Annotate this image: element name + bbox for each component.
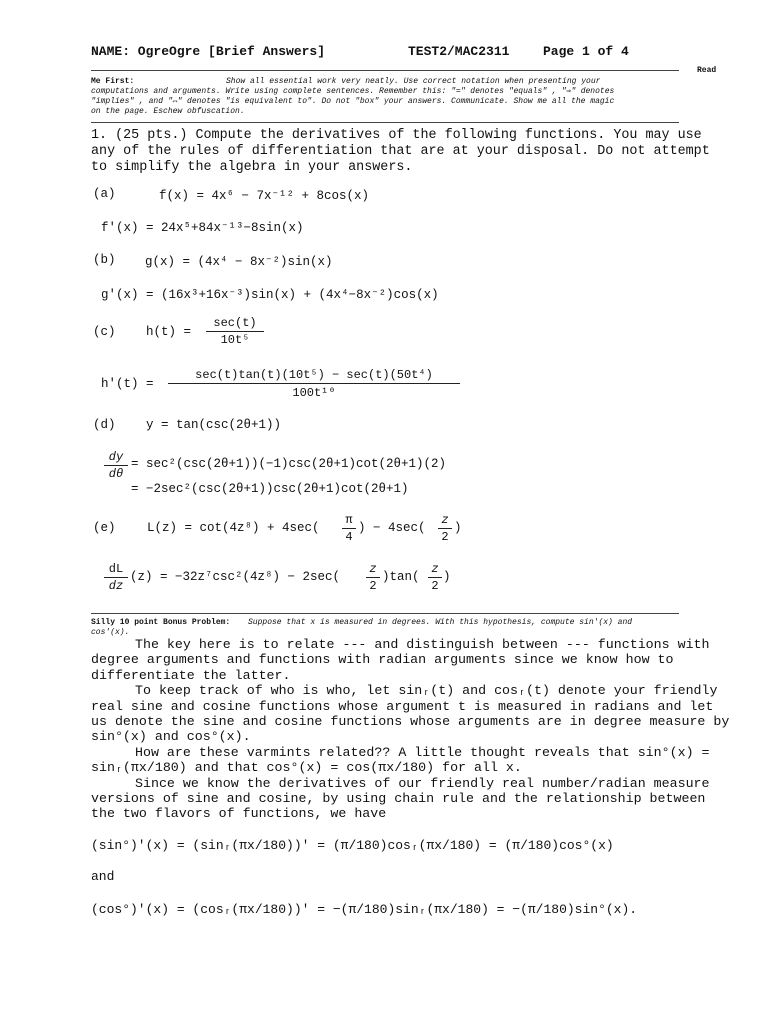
part-e-pi: π bbox=[345, 513, 353, 527]
part-a-label: (a) bbox=[93, 187, 116, 201]
part-e-label: (e) bbox=[93, 521, 116, 535]
part-b-label: (b) bbox=[93, 253, 116, 267]
bonus-rule bbox=[91, 613, 679, 614]
part-e-deriv-z-over-2-b bbox=[428, 562, 442, 593]
part-d-dy-dtheta bbox=[104, 450, 128, 481]
part-e-z-over-2 bbox=[438, 513, 452, 544]
part-d-derivative-line-2: = −2sec²(csc(2θ+1))csc(2θ+1)cot(2θ+1) bbox=[131, 482, 409, 496]
bonus-paragraph-4: Since we know the derivatives of our friendly real number/radian measure versions of sine and cosine, by using chain rule and the relationship between the two flavors of functions, we have bbox=[91, 775, 710, 822]
part-e-derivative-c: ) bbox=[443, 570, 451, 584]
bonus-paragraph-2: To keep track of who is who, let sinᵣ(t) and cosᵣ(t) denote your friendly real sine and cosine functions whose argument t is measured in radians and let us denote the sine and cosine functions whose arguments are in degree measure by sin°(x) and cos°(x). bbox=[91, 683, 730, 745]
part-c-deriv-lhs: h′(t) = bbox=[101, 377, 154, 391]
student-name: NAME: OgreOgre [Brief Answers] bbox=[91, 44, 326, 59]
bonus-title: Silly 10 point Bonus Problem: bbox=[91, 618, 231, 627]
part-e-deriv-two-a: 2 bbox=[369, 579, 377, 593]
part-e-deriv-two-b: 2 bbox=[431, 579, 439, 593]
read-label: Read bbox=[697, 66, 717, 75]
part-c-label: (c) bbox=[93, 325, 116, 339]
bonus-paragraph-1: The key here is to relate --- and distinguish between --- functions with degree arguments and functions with radian arguments since we know how to differentiate the latter. bbox=[91, 637, 710, 683]
bonus-equation-cos: (cos°)′(x) = (cosᵣ(πx/180))′ = −(π/180)sinᵣ(πx/180) = −(π/180)sin°(x). bbox=[91, 902, 638, 917]
part-c-derivative-fraction bbox=[168, 368, 460, 400]
part-d-derivative-line-1: = sec²(csc(2θ+1))(−1)csc(2θ+1)cot(2θ+1)(2) bbox=[131, 457, 447, 471]
part-e-derivative-a: (z) = −32z⁷csc²(4z⁸) − 2sec( bbox=[130, 570, 341, 584]
part-e-z: z bbox=[441, 513, 449, 527]
instructions-rule bbox=[91, 122, 679, 123]
part-e-dL: dL bbox=[108, 562, 124, 576]
part-e-deriv-z-a: z bbox=[369, 562, 377, 576]
part-c-deriv-denominator: 100t¹⁰ bbox=[292, 386, 336, 400]
part-c-denominator: 10t⁵ bbox=[220, 333, 250, 347]
test-id: TEST2/MAC2311 bbox=[408, 44, 510, 59]
part-e-dL-dz bbox=[104, 562, 128, 593]
part-d-label: (d) bbox=[93, 418, 116, 432]
instructions-line-1: Show all essential work very neatly. Use correct notation when presenting your bbox=[226, 77, 601, 86]
bonus-and: and bbox=[91, 869, 115, 884]
part-e-deriv-z-b: z bbox=[431, 562, 439, 576]
instructions-line-4: on the page. Eschew obfuscation. bbox=[91, 107, 245, 116]
part-d-function: y = tan(csc(2θ+1)) bbox=[146, 418, 282, 432]
bonus-equation-sin: (sin°)′(x) = (sinᵣ(πx/180))′ = (π/180)cosᵣ(πx/180) = (π/180)cos°(x) bbox=[91, 838, 614, 853]
page-number: Page 1 of 4 bbox=[543, 44, 629, 59]
part-b-derivative: g′(x) = (16x³+16x⁻³)sin(x) + (4x⁴−8x⁻²)cos(x) bbox=[101, 288, 439, 302]
instructions-line-2: computations and arguments. Write using complete sentences. Remember this: "=" denotes "equals" , "⇒" denotes bbox=[91, 87, 615, 96]
part-d-dy: dy bbox=[108, 450, 124, 464]
part-e-derivative-b: )tan( bbox=[382, 570, 420, 584]
instructions-line-3: "implies" , and "⇔" denotes "is equivalent to". Do not "box" your answers. Communicate. Show me all the magic bbox=[91, 97, 615, 106]
part-e-deriv-z-over-2-a bbox=[366, 562, 380, 593]
part-e-pi-over-4 bbox=[342, 513, 356, 544]
part-e-four: 4 bbox=[345, 530, 353, 544]
part-e-function-c: ) bbox=[454, 521, 462, 535]
problem-1-statement: 1. (25 pts.) Compute the derivatives of the following functions. You may use any of the rules of differentiation that are at your disposal. Do not attempt to simplify the algebra in your answers. bbox=[91, 128, 710, 175]
part-a-function: f(x) = 4x⁶ − 7x⁻¹² + 8cos(x) bbox=[159, 189, 370, 203]
header-rule bbox=[91, 70, 679, 71]
part-e-function-b: ) − 4sec( bbox=[358, 521, 426, 535]
bonus-paragraph-3: How are these varmints related?? A little thought reveals that sin°(x) = sinᵣ(πx/180) and that cos°(x) = cos(πx/180) for all x. bbox=[91, 744, 710, 776]
part-c-numerator: sec(t) bbox=[213, 316, 257, 330]
part-d-dtheta: dθ bbox=[108, 467, 124, 481]
part-c-fraction bbox=[206, 316, 264, 347]
part-a-derivative: f′(x) = 24x⁵+84x⁻¹³−8sin(x) bbox=[101, 221, 304, 235]
me-first-label: Me First: bbox=[91, 77, 135, 86]
part-e-function-a: L(z) = cot(4z⁸) + 4sec( bbox=[147, 521, 320, 535]
part-e-two: 2 bbox=[441, 530, 449, 544]
bonus-prompt-2: cos′(x). bbox=[91, 628, 130, 637]
part-c-deriv-numerator: sec(t)tan(t)(10t⁵) − sec(t)(50t⁴) bbox=[195, 368, 433, 382]
bonus-solution bbox=[91, 637, 731, 822]
part-b-function: g(x) = (4x⁴ − 8x⁻²)sin(x) bbox=[145, 255, 333, 269]
part-e-dz: dz bbox=[108, 579, 124, 593]
bonus-prompt-1: Suppose that x is measured in degrees. With this hypothesis, compute sin′(x) and bbox=[248, 618, 633, 627]
part-c-lhs: h(t) = bbox=[146, 325, 192, 339]
